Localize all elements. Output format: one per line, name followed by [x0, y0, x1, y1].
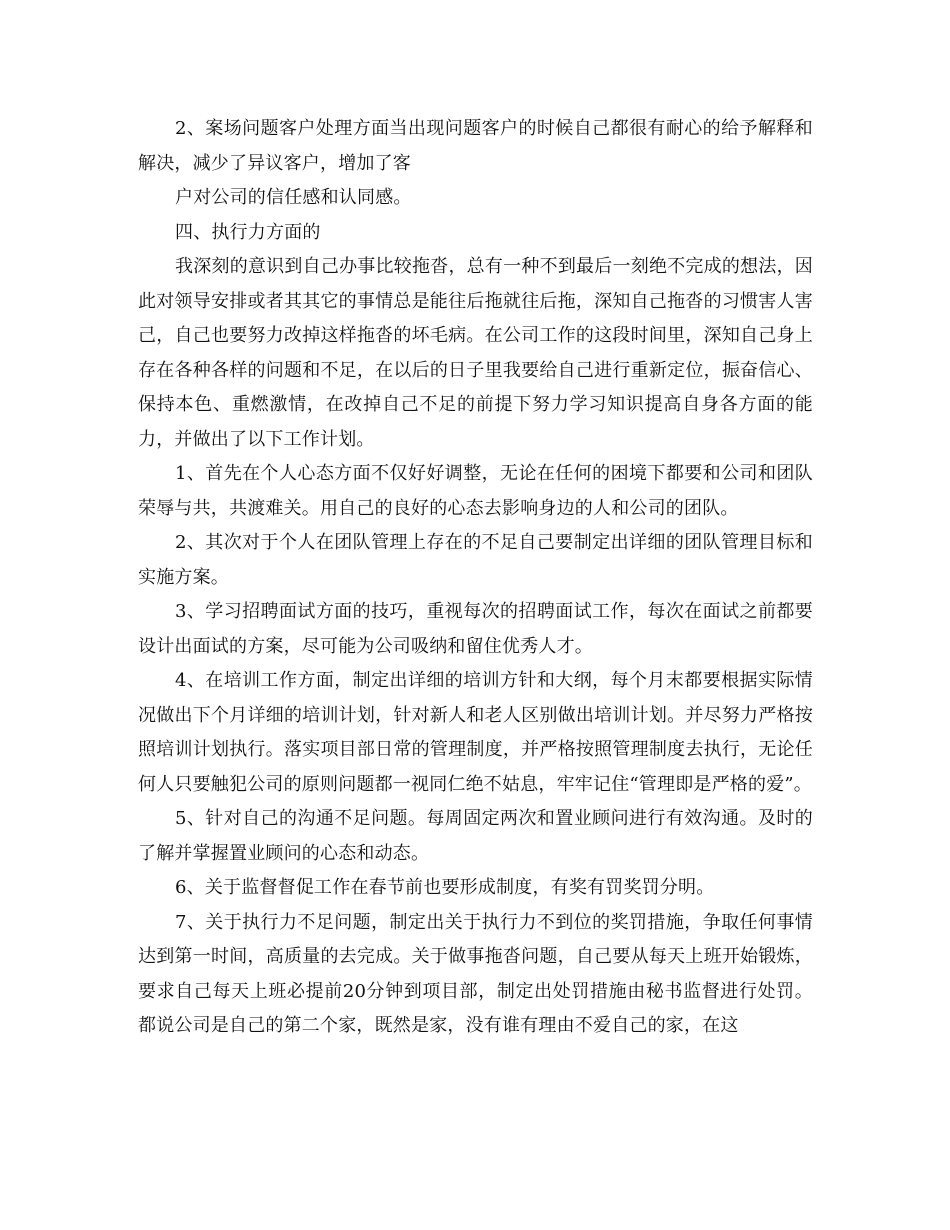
paragraph-plan-4: 4、在培训工作方面，制定出详细的培训方针和大纲，每个月末都要根据实际情况做出下个月详细的培训计划，针对新人和老人区别做出培训计划。并尽努力严格按照培训计划执行。落实项目部日常的管理制度，并严格按照管理制度去执行，无论任何人只要触犯公司的原则问题都一视同仁绝不姑息，牢牢记住“管理即是严格的爱”。	[138, 670, 813, 795]
paragraph-plan-2: 2、其次对于个人在团队管理上存在的不足自己要制定出详细的团队管理目标和实施方案。	[138, 532, 813, 588]
paragraph-customer-trust: 户对公司的信任感和认同感。	[175, 187, 412, 208]
paragraph-plan-6: 6、关于监督督促工作在春节前也要形成制度，有奖有罚奖罚分明。	[175, 877, 715, 898]
document-body	[138, 112, 813, 1044]
paragraph-plan-3: 3、学习招聘面试方面的技巧，重视每次的招聘面试工作，每次在面试之前都要设计出面试的方案，尽可能为公司吸纳和留住优秀人才。	[138, 601, 813, 657]
paragraph-plan-1: 1、首先在个人心态方面不仅好好调整，无论在任何的困境下都要和公司和团队荣辱与共，共渡难关。用自己的良好的心态去影响身边的人和公司的团队。	[138, 463, 813, 519]
paragraph-customer-handling: 2、案场问题客户处理方面当出现问题客户的时候自己都很有耐心的给予解释和解决，减少了异议客户，增加了客	[138, 118, 813, 174]
section-heading-execution: 四、执行力方面的	[175, 221, 321, 243]
paragraph-plan-5: 5、针对自己的沟通不足问题。每周固定两次和置业顾问进行有效沟通。及时的了解并掌握置业顾问的心态和动态。	[138, 808, 813, 864]
paragraph-self-reflection: 我深刻的意识到自己办事比较拖沓，总有一种不到最后一刻绝不完成的想法，因此对领导安排或者其其它的事情总是能往后拖就往后拖，深知自己拖沓的习惯害人害己，自己也要努力改掉这样拖沓的坏毛病。在公司工作的这段时间里，深知自己身上存在各种各样的问题和不足，在以后的日子里我要给自己进行重新定位，振奋信心、保持本色、重燃激情，在改掉自己不足的前提下努力学习知识提高自身各方面的能力，并做出了以下工作计划。	[138, 256, 813, 450]
paragraph-plan-7: 7、关于执行力不足问题，制定出关于执行力不到位的奖罚措施，争取任何事情达到第一时间，高质量的去完成。关于做事拖沓问题，自己要从每天上班开始锻炼，要求自己每天上班必提前20分钟到项目部，制定出处罚措施由秘书监督进行处罚。都说公司是自己的第二个家，既然是家，没有谁有理由不爱自己的家，在这	[138, 911, 813, 1036]
